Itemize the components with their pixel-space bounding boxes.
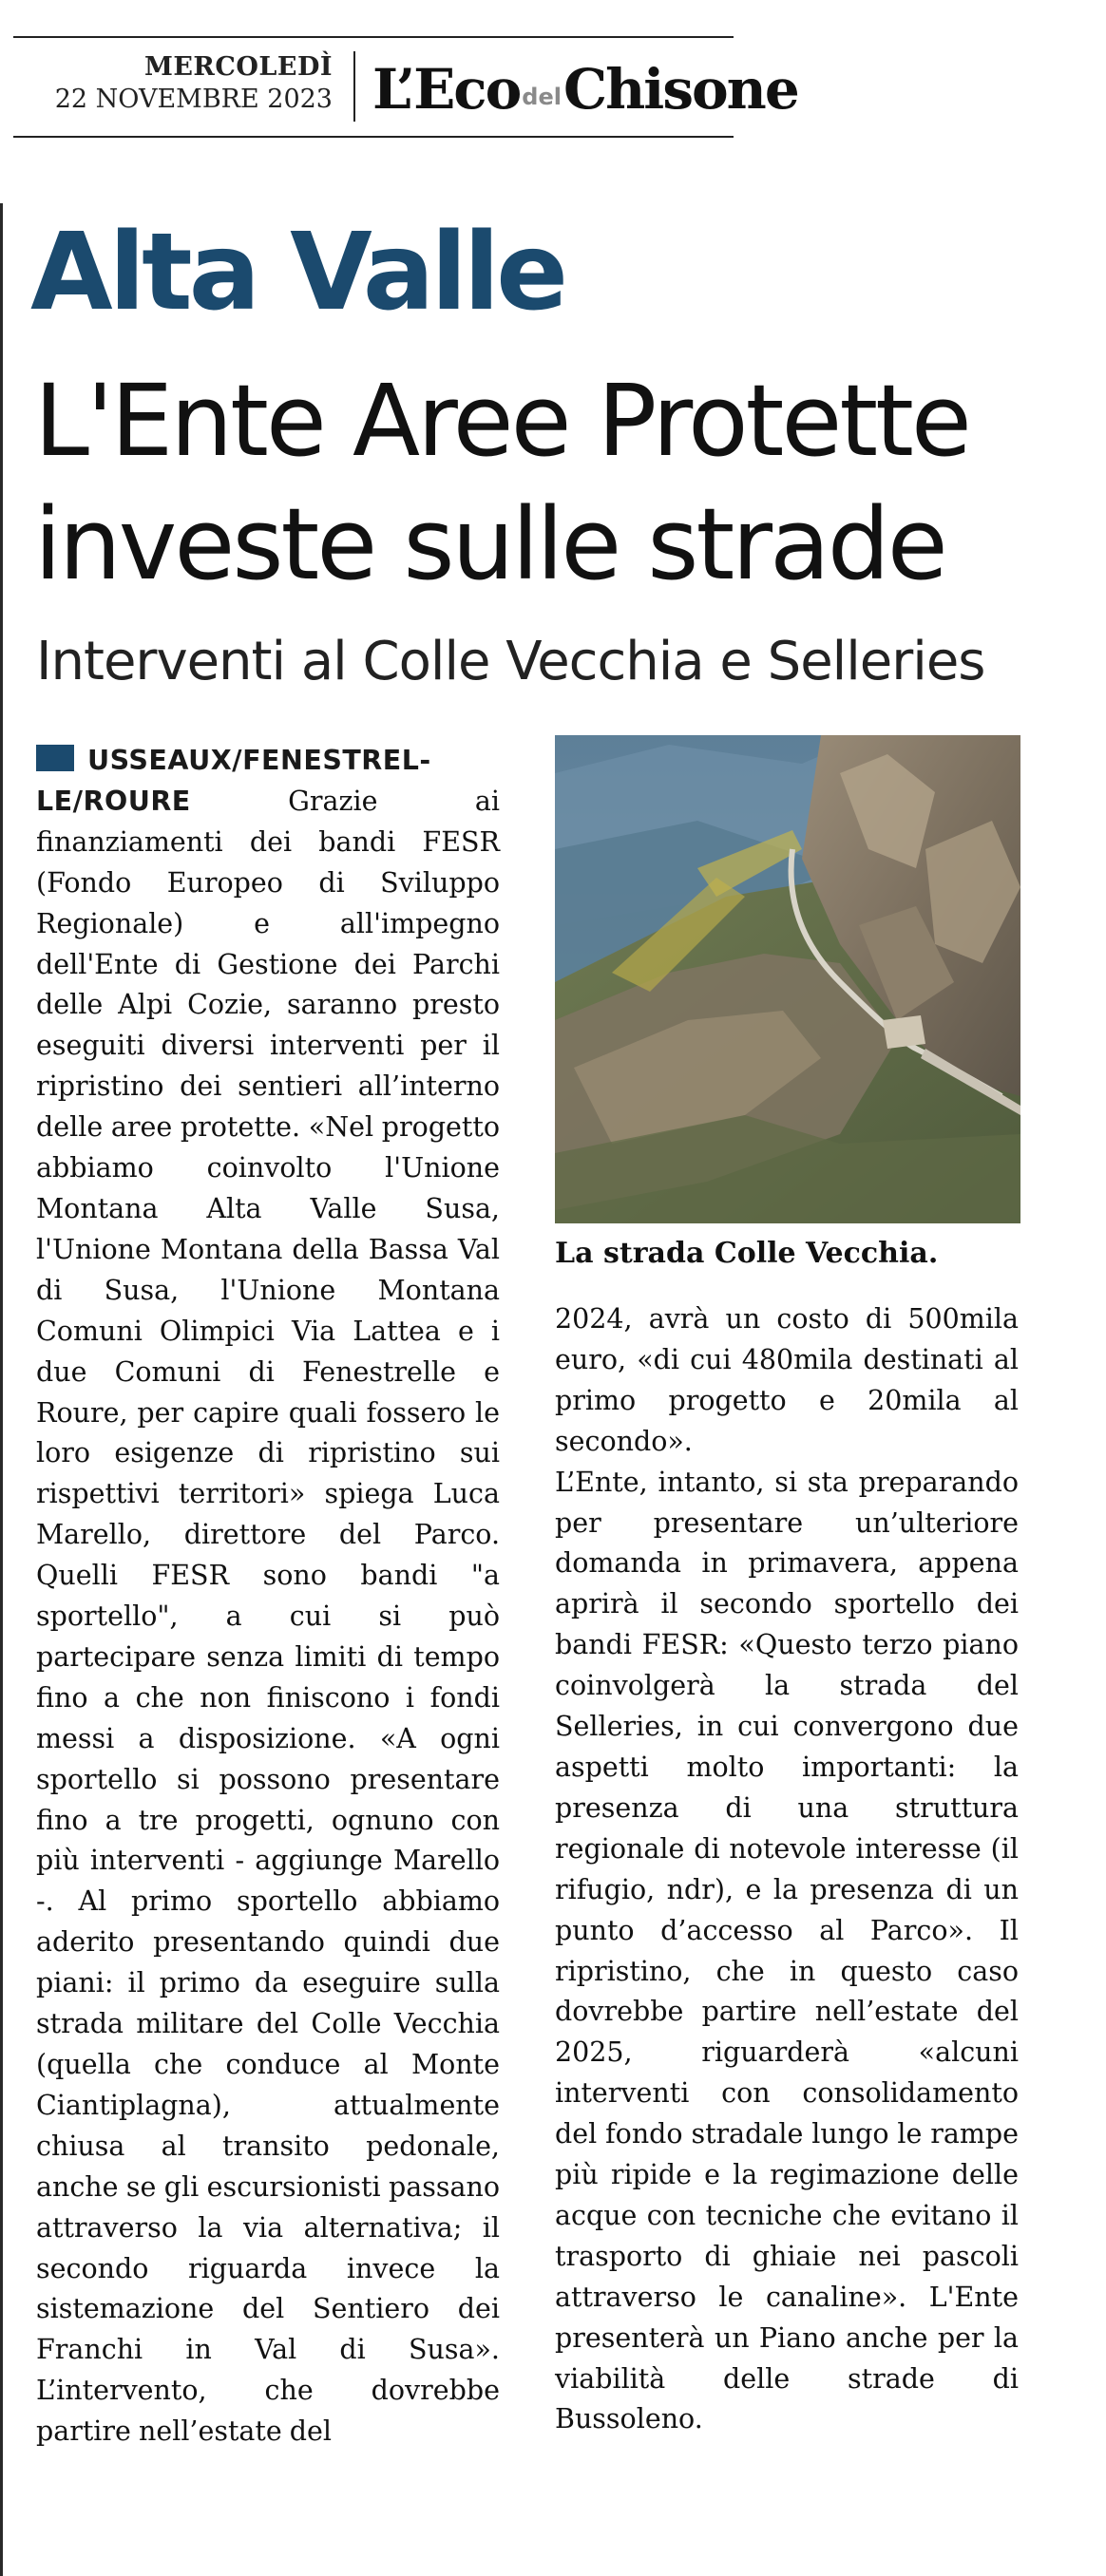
article-photo	[555, 735, 1020, 1223]
mountain-road-photo	[555, 735, 1020, 1223]
article-column-left	[36, 741, 500, 2453]
article-paragraph	[36, 741, 500, 2453]
photo-caption: La strada Colle Vecchia.	[555, 1237, 939, 1270]
article-body-left: Grazie ai finanziamenti dei bandi FESR (Fondo Europeo di Sviluppo Regionale) e all'impegno dell'Ente di Gestione dei Parchi delle Alpi Cozie, saranno presto eseguiti diversi interventi per il ripristino dei sentieri all’interno delle aree protette. «Nel progetto abbiamo coinvolto l'Unione Montana Alta Valle Susa, l'Unione Montana della Bassa Val di Susa, l'Unione Montana Comuni Olimpici Via Lattea e i due Comuni di Fenestrelle e Roure, per capire quali fossero le loro esigenze di ripristino sui rispettivi territori» spiega Luca Marello, direttore del Parco. Quelli FESR sono bandi "a sportello", a cui si può partecipare senza limiti di tempo fino a che non finiscono i fondi messi a disposizione. «A ogni sportello si possono presentare fino a tre progetti, ognuno con più interventi - aggiunge Marello -. Al primo sportello abbiamo aderito presentando quindi due piani: il primo da eseguire sulla strada militare del Colle Vecchia (quella che conduce al Monte Ciantiplagna), attualmente chiusa al transito pedonale, anche se gli escursionisti passano attraverso la via alternativa; il secondo riguarda invece la sistemazione del Sentiero dei Franchi in Val di Susa». L’intervento, che dovrebbe partire nell’estate del	[36, 785, 500, 2448]
page-left-border	[0, 203, 3, 2576]
article-location: USSEAUX/FENESTRELLE/ROURE	[36, 745, 431, 817]
header-divider	[353, 51, 355, 122]
article-kicker: Alta Valle	[30, 211, 565, 334]
masthead-pre: L’Eco	[372, 57, 521, 122]
weekday: MERCOLEDÌ	[143, 52, 333, 82]
issue-date: 22 NOVEMBRE 2023	[54, 85, 333, 114]
masthead-mid: del	[522, 84, 562, 110]
masthead-post: Chisone	[563, 57, 798, 122]
article-paragraph: L’Ente, intanto, si sta preparando per presentare un’ulteriore domanda in primavera, appena aprirà il secondo sportello dei bandi FESR: «Questo terzo piano coinvolgerà la strada del Selleries, in cui convergono due aspetti molto importanti: la presenza di una struttura regionale di notevole interesse (il rifugio, ndr), e la presenza di un punto d’accesso al Parco». Il ripristino, che in questo caso dovrebbe partire nell’estate del 2025, riguarderà «alcuni interventi con consolidamento del fondo stradale lungo le rampe più ripide e la regimazione delle acque con tecniche che evitano il trasporto di ghiaie nei pascoli attraverso le canaline». L'Ente presenterà un Piano anche per la viabilità delle strade di Bussoleno.	[555, 1466, 1019, 2435]
article-subheadline: Interventi al Colle Vecchia e Selleries	[36, 631, 985, 692]
header-rule-top	[13, 36, 734, 38]
header-rule-bottom	[13, 136, 734, 138]
article-headline: L'Ente Aree Protette investe sulle strade	[34, 363, 969, 602]
article-column-right	[555, 1299, 1019, 2440]
article-paragraph: 2024, avrà un costo di 500mila euro, «di cui 480mila destinati al primo progetto e 20mila al secondo».	[555, 1303, 1019, 1457]
date-block	[38, 51, 333, 116]
masthead-logo	[372, 51, 798, 127]
location-marker-icon	[36, 745, 74, 771]
